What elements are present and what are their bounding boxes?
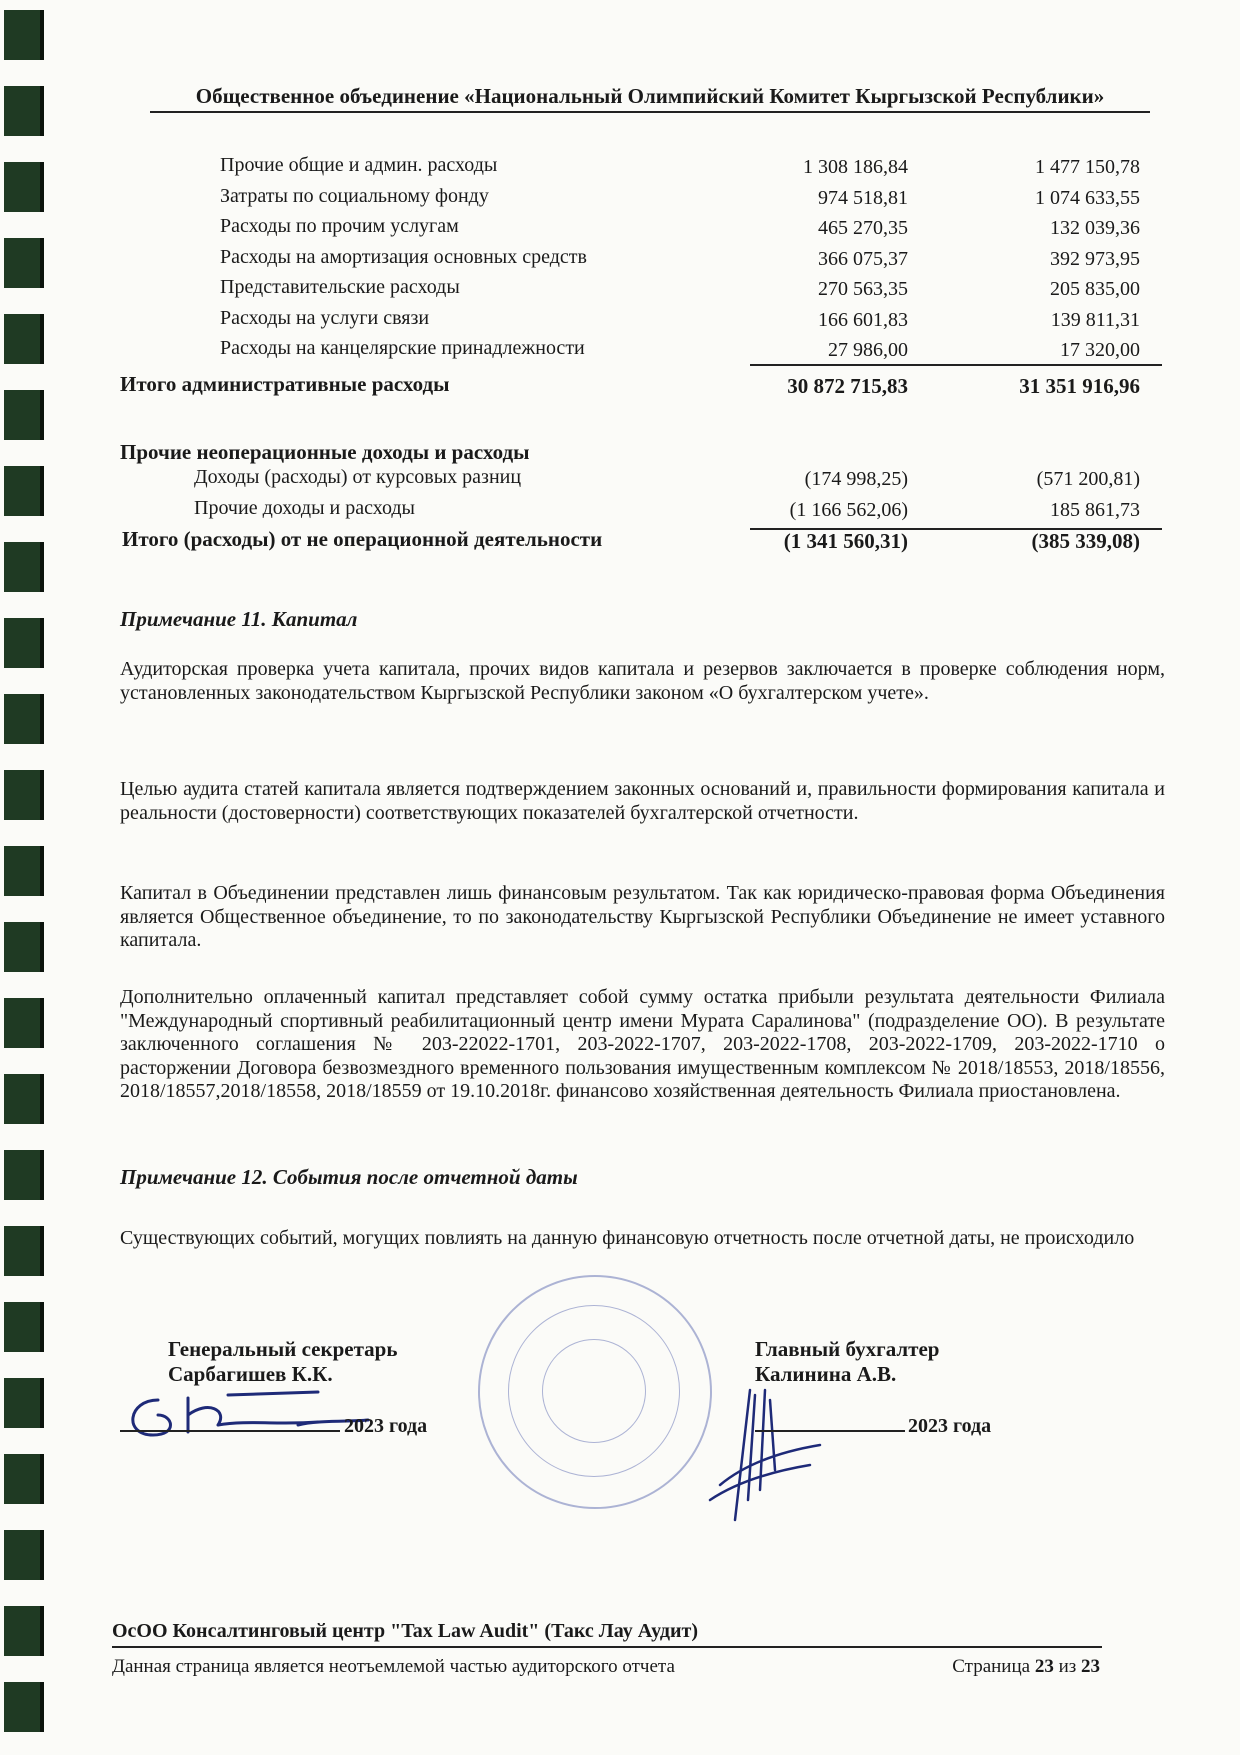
value-current: 270 563,35 (818, 278, 908, 300)
note-11-title: Примечание 11. Капитал (120, 607, 358, 631)
binding-hole (4, 10, 44, 60)
value-prior: 392 973,95 (1050, 247, 1140, 270)
binding-hole (4, 1378, 44, 1428)
row-label: Расходы по прочим услугам (220, 215, 459, 237)
value-prior: 1 074 633,55 (1035, 186, 1140, 209)
page-separator: из (1058, 1656, 1077, 1677)
value-current: 366 075,37 (818, 247, 908, 270)
note-12-title: Примечание 12. События после отчетной даты (120, 1165, 578, 1189)
value-prior: 185 861,73 (1050, 498, 1140, 521)
value-prior: 205 835,00 (1050, 278, 1140, 300)
table-row (120, 150, 1150, 181)
value-current: 465 270,35 (818, 217, 908, 239)
page-current: 23 (1034, 1656, 1054, 1677)
row-label: Прочие общие и админ. расходы (220, 154, 498, 176)
binding-hole (4, 390, 44, 440)
binding-hole (4, 998, 44, 1048)
binding-hole (4, 314, 44, 364)
value-current: (1 166 562,06) (789, 498, 908, 521)
right-signature-line (755, 1430, 905, 1432)
total-label: Итого (расходы) от не операционной деятельности (122, 527, 603, 551)
binding-hole (4, 542, 44, 592)
value-prior: 17 320,00 (1060, 339, 1140, 361)
binding-hole (4, 770, 44, 820)
expenses-table (120, 150, 1150, 557)
right-signer-title: Главный бухгалтер (755, 1337, 940, 1361)
total-label: Итого административные расходы (120, 371, 450, 396)
binding-hole (4, 618, 44, 668)
binding-hole (4, 1074, 44, 1124)
table-row (120, 242, 1150, 273)
left-signer-title: Генеральный секретарь (168, 1337, 398, 1361)
official-seal (478, 1275, 712, 1509)
value-prior: 1 477 150,78 (1035, 156, 1140, 178)
table-row (120, 462, 1150, 493)
binding-hole (4, 1606, 44, 1656)
binding-hole (4, 238, 44, 288)
binding-hole (4, 162, 44, 212)
binding-hole (4, 1530, 44, 1580)
binding-hole (4, 1226, 44, 1276)
row-label: Представительские расходы (220, 276, 460, 298)
binding-hole (4, 1150, 44, 1200)
total-current: (1 341 560,31) (783, 529, 908, 553)
left-signer-name: Сарбагишев К.К. (168, 1362, 333, 1386)
total-prior: (385 339,08) (1031, 529, 1140, 553)
total-row (120, 364, 1150, 404)
total-current: 30 872 715,83 (787, 373, 908, 398)
binding-hole (4, 466, 44, 516)
table-row (120, 493, 1150, 524)
footer-note: Данная страница является неотъемлемой частью аудиторского отчета (112, 1656, 675, 1677)
section-heading-row (120, 432, 1150, 463)
note-11-paragraph-2: Целью аудита статей капитала является подтверждением законных оснований и, правильности формирования капитала и реальности (достоверности) соответствующих показателей бухгалтерской отчетности. (120, 778, 1165, 824)
row-label: Доходы (расходы) от курсовых разниц (194, 466, 522, 488)
row-label: Расходы на амортизация основных средств (220, 245, 587, 268)
binding-hole (4, 1682, 44, 1732)
binding-hole (4, 1454, 44, 1504)
total-prior: 31 351 916,96 (1019, 373, 1140, 398)
note-12-paragraph: Существующих событий, могущих повлиять на данную финансовую отчетность после отчетной даты, не происходило (120, 1227, 1135, 1249)
row-label: Прочие доходы и расходы (194, 496, 415, 519)
binding-hole (4, 694, 44, 744)
right-signature-year: 2023 года (908, 1415, 992, 1437)
value-current: 974 518,81 (818, 186, 908, 209)
total-row (120, 523, 1150, 557)
note-11-paragraph-3: Капитал в Объединении представлен лишь финансовым результатом. Так как юридическо-правовая форма Объединения является Общественное объединение, то по законодательству Кыргызской Республики Объединение не имеет уставного капитала. (120, 882, 1165, 951)
binding-hole (4, 86, 44, 136)
footer-organization: ОсОО Консалтинговый центр "Tax Law Audit" (Такс Лау Аудит) (112, 1620, 1102, 1648)
note-11-paragraph-1: Аудиторская проверка учета капитала, прочих видов капитала и резервов заключается в проверке соблюдения норм, установленных законодательством Кыргызской Республики законом «О бухгалтерском учете». (120, 658, 1165, 704)
value-current: 27 986,00 (828, 339, 908, 361)
binding-holes (0, 0, 44, 1755)
binding-hole (4, 922, 44, 972)
row-label: Затраты по социальному фонду (220, 184, 489, 207)
left-signature-year: 2023 года (344, 1415, 428, 1437)
left-signature-line (120, 1430, 340, 1432)
binding-hole (4, 1302, 44, 1352)
value-current: 166 601,83 (818, 308, 908, 331)
table-row (120, 211, 1150, 242)
table-row (120, 303, 1150, 334)
page-total: 23 (1081, 1656, 1100, 1677)
value-prior: 139 811,31 (1050, 308, 1140, 331)
value-current: (174 998,25) (804, 468, 908, 490)
table-row (120, 272, 1150, 303)
value-prior: (571 200,81) (1036, 468, 1140, 490)
row-label: Расходы на канцелярские принадлежности (220, 337, 585, 359)
binding-hole (4, 846, 44, 896)
value-current: 1 308 186,84 (803, 156, 908, 178)
page-number (952, 1656, 1100, 1678)
table-row (120, 181, 1150, 212)
table-row (120, 333, 1150, 364)
right-signer-name: Калинина А.В. (755, 1362, 897, 1386)
note-11-paragraph-4: Дополнительно оплаченный капитал представляет собой сумму остатка прибыли результата деятельности Филиала "Международный спортивный реабилитационный центр имени Мурата Саралинова" (подразделение ОО). В результате заключенного соглашения № 203-22022-1701, 203-2022-1707, 203-2022-1708, 203-2022-1709, 203-2022-1710 о расторжении Договора безвозмездного временного пользования имущественным комплексом № 2018/18553, 2018/18556, 2018/18557,2018/18558, 2018/18559 от 19.10.2018г. финансово хозяйственная деятельность Филиала приостановлена. (120, 986, 1165, 1102)
page-header: Общественное объединение «Национальный Олимпийский Комитет Кыргызской Республики» (150, 84, 1150, 113)
value-prior: 132 039,36 (1050, 217, 1140, 239)
page-prefix: Страница (952, 1656, 1031, 1677)
section-label: Прочие неоперационные доходы и расходы (120, 439, 530, 464)
row-label: Расходы на услуги связи (220, 306, 430, 329)
right-handwritten-signature (690, 1380, 830, 1530)
